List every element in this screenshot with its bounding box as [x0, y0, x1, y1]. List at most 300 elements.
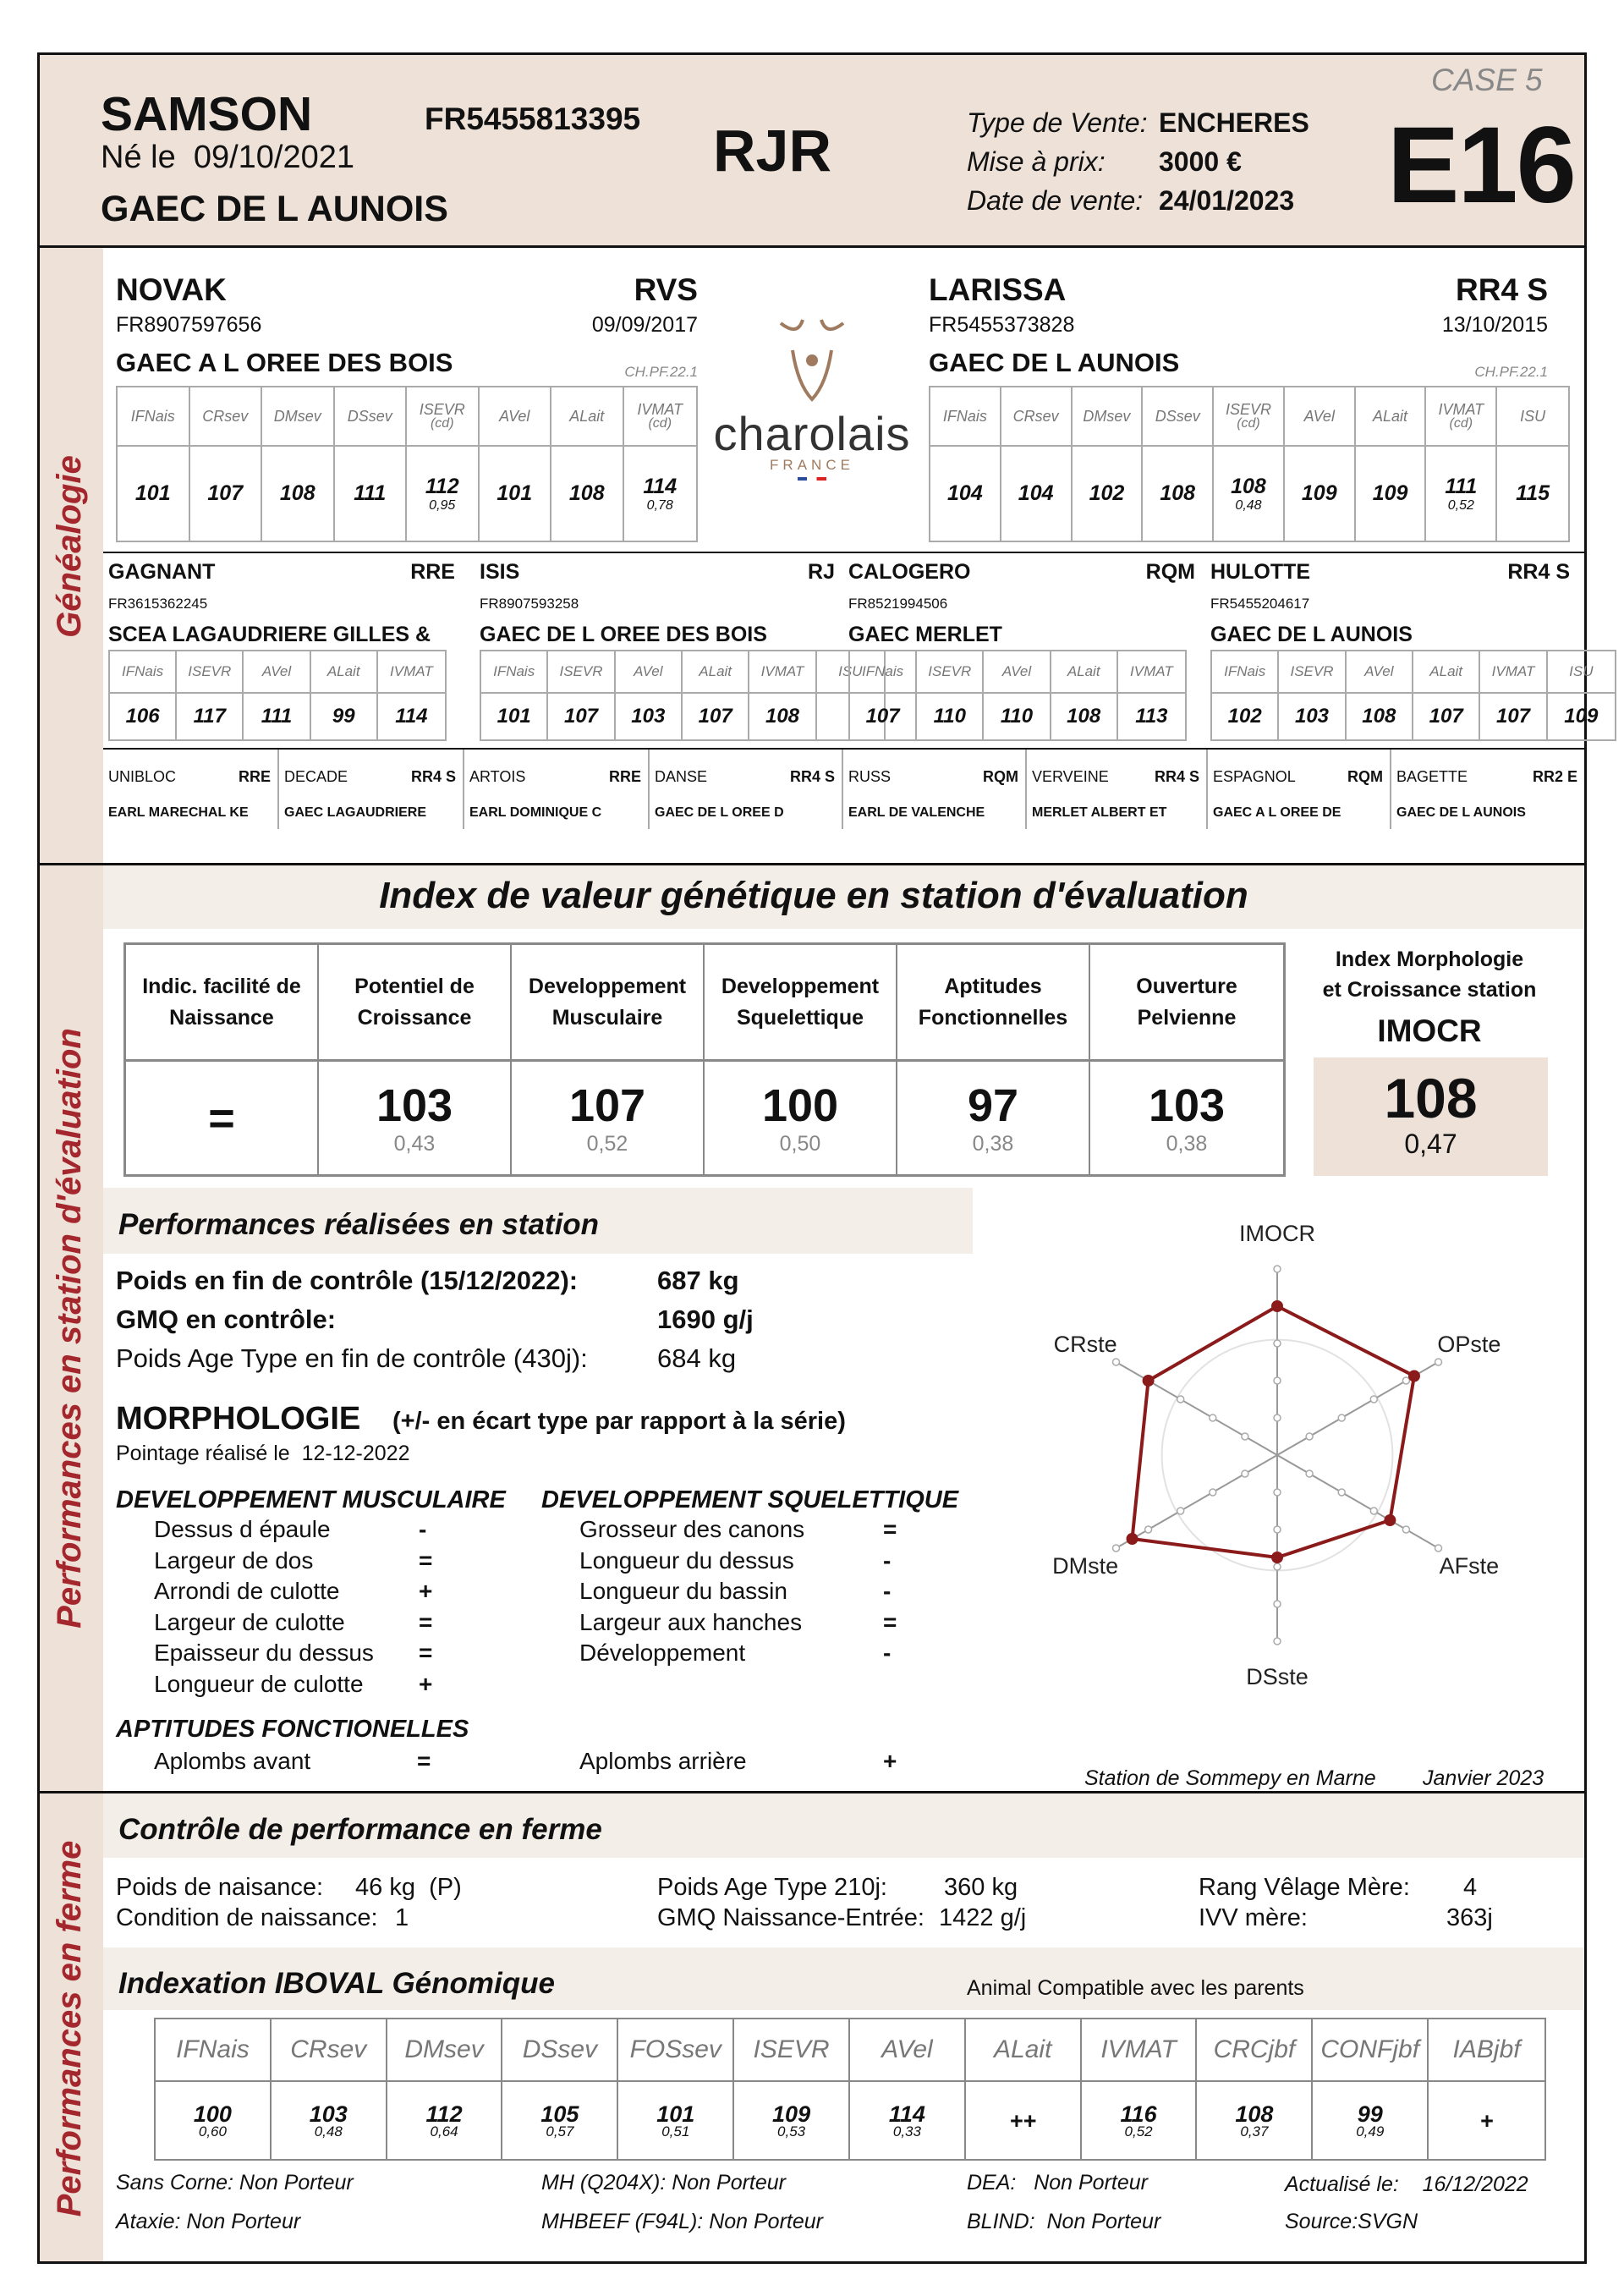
- animal-name: SAMSON: [101, 87, 313, 141]
- grandparent-name: GAGNANT: [108, 560, 216, 584]
- index-header-label: IVMAT: [1130, 663, 1173, 679]
- grandparent-index-table: [848, 650, 1187, 741]
- sire-id: FR8907597656: [116, 313, 262, 337]
- grandparent-id: FR3615362245: [108, 596, 208, 612]
- radar-tick: [1274, 1526, 1281, 1533]
- index-value: [917, 694, 984, 739]
- grandparent-breeder: GAEC DE L OREE DES BOIS: [480, 623, 767, 646]
- gmq-label: GMQ Naissance-Entrée:: [657, 1904, 924, 1931]
- great-grandparent-owner: EARL DE VALENCHE: [848, 805, 985, 820]
- index-value: [616, 694, 683, 739]
- iboval-value: [156, 2082, 272, 2159]
- iboval-value-number: 116: [1120, 2101, 1157, 2127]
- index-header: [1413, 651, 1480, 694]
- radar-tick: [1145, 1526, 1152, 1533]
- great-grandparent-name: ARTOIS: [469, 768, 526, 785]
- sale-date: 24/01/2023: [1159, 185, 1295, 216]
- index-value-number: 106: [125, 705, 160, 728]
- great-grandparent: [650, 750, 843, 829]
- iboval-header: [1197, 2019, 1313, 2082]
- iboval-header: [1429, 2019, 1544, 2082]
- charolais-bull-icon: [706, 313, 918, 415]
- iboval-header-label: FOSsev: [629, 2035, 721, 2063]
- radar-point: [1271, 1552, 1283, 1563]
- iboval-value: [1197, 2082, 1313, 2159]
- perf-label: GMQ en contrôle:: [116, 1305, 337, 1334]
- radar-axis: [1116, 1362, 1277, 1455]
- iboval-header: [272, 2019, 387, 2082]
- iboval-value-number: 109: [772, 2101, 811, 2127]
- radar-tick: [1402, 1377, 1409, 1384]
- index-header: [1548, 651, 1615, 694]
- great-grandparent: [279, 750, 464, 829]
- index-header-label: AVel: [634, 663, 663, 679]
- index-header-label: ISEVR: [928, 663, 972, 679]
- index-value-number: 103: [631, 705, 666, 728]
- index-value: [244, 694, 310, 739]
- index-header-label: IVMAT: [760, 663, 804, 679]
- radar-tick: [1112, 1545, 1119, 1552]
- great-grandparent-code: RR4 S: [789, 768, 835, 785]
- iboval-value-number: 108: [1235, 2101, 1274, 2127]
- great-grandparent: [103, 750, 279, 829]
- iboval-header: [966, 2019, 1082, 2082]
- iboval-value: [387, 2082, 503, 2159]
- index-value: [1413, 694, 1480, 739]
- index-value-number: 108: [765, 705, 800, 728]
- iboval-value-number: 101: [656, 2101, 695, 2127]
- morphology-date: Pointage réalisé le 12-12-2022: [116, 1442, 410, 1465]
- grandparent-breeder: SCEA LAGAUDRIERE GILLES &: [108, 623, 431, 646]
- iboval-header-label: CONFjbf: [1320, 2035, 1420, 2063]
- skeletal-trait-label: Longueur du dessus: [579, 1546, 794, 1574]
- radar-point: [1271, 1300, 1283, 1312]
- index-header: [1480, 651, 1547, 694]
- iboval-header-label: DMsev: [404, 2035, 484, 2063]
- index-value-number: 107: [1495, 705, 1531, 728]
- iboval-value-number: 114: [888, 2101, 925, 2127]
- dam-date: 13/10/2015: [1441, 313, 1548, 337]
- great-grandparent-name: VERVEINE: [1032, 768, 1109, 785]
- radar-tick: [1177, 1508, 1184, 1514]
- iboval-value-number: 112: [425, 2101, 463, 2127]
- aptitudes-title: APTITUDES FONCTIONELLES: [116, 1716, 469, 1743]
- index-header: [378, 651, 445, 694]
- calving-rank-label: Rang Vêlage Mère:: [1199, 1874, 1410, 1901]
- muscular-trait-value: +: [419, 1578, 433, 1604]
- skeletal-trait-value: -: [883, 1578, 892, 1604]
- iboval-header: [387, 2019, 503, 2082]
- grandparent-id: FR8521994506: [848, 596, 948, 612]
- index-header-label: AVel: [261, 663, 292, 679]
- radar-tick: [1177, 1396, 1184, 1403]
- station-perf-title: Performances réalisées en station: [118, 1208, 600, 1241]
- iboval-header-label: AVel: [881, 2035, 933, 2063]
- iboval-value: [1082, 2082, 1198, 2159]
- index-header: [850, 651, 917, 694]
- index-header: [1279, 651, 1346, 694]
- iboval-compat: Animal Compatible avec les parents: [967, 1976, 1304, 2000]
- birth-condition-label: Condition de naissance:: [116, 1904, 378, 1931]
- station-footer-name: Station de Sommepy en Marne: [1084, 1766, 1376, 1790]
- skeletal-trait-label: Largeur aux hanches: [579, 1608, 803, 1635]
- iboval-header-label: CRsev: [290, 2035, 367, 2063]
- radar-tick: [1306, 1433, 1313, 1440]
- index-value: [683, 694, 749, 739]
- radar-tick: [1242, 1433, 1248, 1440]
- index-header-label: ALait: [1429, 663, 1463, 679]
- iboval-header-label: ISEVR: [753, 2035, 830, 2063]
- great-grandparent: [1391, 750, 1584, 829]
- radar-tick: [1274, 1563, 1281, 1570]
- breeder-name: GAEC DE L AUNOIS: [101, 189, 448, 229]
- radar-tick: [1274, 1601, 1281, 1607]
- iboval-value-cd: 0,64: [430, 2123, 458, 2139]
- grandparent-index-table: [480, 650, 886, 741]
- radar-tick: [1210, 1414, 1216, 1421]
- index-header-label: AVel: [1001, 663, 1032, 679]
- great-grandparent-owner: GAEC LAGAUDRIERE: [284, 805, 427, 820]
- mhbeef-status: MHBEEF (F94L): Non Porteur: [541, 2210, 823, 2233]
- muscular-trait-value: -: [419, 1516, 427, 1542]
- index-header-label: IFNais: [122, 663, 164, 679]
- index-value-number: 108: [1067, 705, 1101, 728]
- perf-value: 1690 g/j: [657, 1305, 754, 1334]
- iboval-header-label: IABjbf: [1452, 2035, 1521, 2063]
- radar-tick: [1274, 1377, 1281, 1384]
- sale-date-label: Date de vente:: [967, 185, 1144, 216]
- index-value-number: 107: [1429, 705, 1463, 728]
- index-header-label: ISU: [838, 663, 863, 679]
- calving-rank: 4: [1463, 1874, 1478, 1901]
- imocr-sub: 0,47: [1404, 1129, 1457, 1159]
- skeletal-trait-label: Développement: [579, 1640, 746, 1666]
- index-header-label: IFNais: [862, 663, 904, 679]
- great-grandparent-owner: EARL MARECHAL KE: [108, 805, 249, 820]
- birth-weight: 46 kg (P): [355, 1874, 462, 1901]
- perf-label: Poids Age Type en fin de contrôle (430j):: [116, 1343, 588, 1373]
- skeletal-trait-value: -: [883, 1640, 892, 1666]
- birth-weight-label: Poids de naisance:: [116, 1874, 324, 1901]
- index-header: [1051, 651, 1118, 694]
- skeletal-trait-value: =: [883, 1608, 897, 1635]
- index-header: [311, 651, 378, 694]
- morphology-title: MORPHOLOGIE: [116, 1401, 361, 1436]
- aplombs-arriere-label: Aplombs arrière: [579, 1748, 747, 1774]
- index-value-number: 99: [332, 705, 355, 728]
- radar-point: [1127, 1533, 1138, 1545]
- iboval-value: [1429, 2082, 1544, 2159]
- great-grandparent-name: BAGETTE: [1396, 768, 1468, 785]
- index-header: [548, 651, 615, 694]
- grandparent-code: RJ: [808, 560, 835, 584]
- iboval-value-cd: 0,33: [892, 2123, 921, 2139]
- iboval-value-number: 100: [193, 2101, 232, 2127]
- radar-axis-label: OPste: [1437, 1332, 1501, 1357]
- grandparent-code: RR4 S: [1507, 560, 1570, 584]
- index-header: [683, 651, 749, 694]
- dam-chpf: CH.PF.22.1: [1474, 364, 1548, 380]
- index-title: Index de valeur génétique en station d'évaluation: [379, 875, 1248, 916]
- index-value: [1212, 694, 1279, 739]
- radar-point: [1143, 1375, 1155, 1387]
- index-value: [984, 694, 1051, 739]
- muscular-trait-label: Largeur de culotte: [154, 1608, 345, 1635]
- imocr-value: 108: [1384, 1067, 1478, 1129]
- iboval-header: [502, 2019, 618, 2082]
- iboval-header: [850, 2019, 966, 2082]
- station-label: Performances en station d'évaluation: [51, 1028, 88, 1629]
- great-grandparent: [1208, 750, 1391, 829]
- index-header-label: AVel: [1364, 663, 1394, 679]
- genealogy-label: Généalogie: [51, 455, 88, 638]
- great-grandparent-code: RQM: [1347, 768, 1383, 785]
- index-header-label: ALait: [326, 663, 360, 679]
- index-header-label: ISEVR: [188, 663, 232, 679]
- radar-tick: [1274, 1414, 1281, 1421]
- muscular-trait-label: Epaisseur du dessus: [154, 1640, 374, 1666]
- ivv-label: IVV mère:: [1199, 1904, 1308, 1931]
- sire-name: NOVAK: [116, 272, 227, 307]
- radar-tick: [1242, 1470, 1248, 1477]
- index-value: [1480, 694, 1547, 739]
- iboval-header-label: CRCjbf: [1213, 2035, 1296, 2063]
- aplombs-avant-value: =: [417, 1748, 431, 1774]
- iboval-header-label: ALait: [994, 2035, 1052, 2063]
- age-type: 360 kg: [944, 1874, 1018, 1901]
- iboval-header: [1082, 2019, 1198, 2082]
- index-header-label: ISU: [1569, 663, 1594, 679]
- iboval-value-cd: 0,60: [198, 2123, 227, 2139]
- iboval-value: [966, 2082, 1082, 2159]
- great-grandparent-owner: EARL DOMINIQUE C: [469, 805, 602, 820]
- radar-axis-label: AFste: [1439, 1553, 1500, 1579]
- index-value: [749, 694, 816, 739]
- grandparent-id: FR5455204617: [1210, 596, 1310, 612]
- sire-code: RVS: [634, 272, 698, 307]
- index-header-label: ALait: [699, 663, 732, 679]
- iboval-header: [156, 2019, 272, 2082]
- radar-tick: [1435, 1545, 1442, 1552]
- index-value-number: 109: [1564, 705, 1599, 728]
- birth-line: Né le 09/10/2021: [101, 140, 355, 175]
- sire-chpf: CH.PF.22.1: [624, 364, 698, 380]
- iboval-value: [850, 2082, 966, 2159]
- great-grandparent: [1027, 750, 1208, 829]
- index-header-label: IFNais: [493, 663, 535, 679]
- index-header: [481, 651, 548, 694]
- index-value-number: 110: [1000, 705, 1034, 728]
- updated-date: Actualisé le: 16/12/2022: [1285, 2172, 1528, 2196]
- index-value: [481, 694, 548, 739]
- index-value-number: 110: [933, 705, 966, 728]
- index-value: [1279, 694, 1346, 739]
- muscular-title: DEVELOPPEMENT MUSCULAIRE: [116, 1486, 506, 1513]
- index-value: [1051, 694, 1118, 739]
- price-label: Mise à prix:: [967, 146, 1106, 177]
- iboval-value: [734, 2082, 850, 2159]
- dam-index-table: IFNais CRsev DMsev DSsev ISEVR (cd) AVel ALait IVMAT (cd) ISU 104 104 102 108 108 0,48 109 109 111 0,52 115: [929, 386, 1570, 542]
- aplombs-avant-label: Aplombs avant: [154, 1748, 311, 1774]
- sale-type: ENCHERES: [1159, 107, 1309, 138]
- muscular-trait-value: =: [419, 1640, 433, 1666]
- index-value-number: 102: [1227, 705, 1262, 728]
- index-value-number: 107: [563, 705, 599, 728]
- index-header-label: ISEVR: [1290, 663, 1334, 679]
- animal-id: FR5455813395: [425, 102, 641, 136]
- great-grandparent-name: ESPAGNOL: [1213, 768, 1296, 785]
- muscular-trait-label: Largeur de dos: [154, 1546, 314, 1574]
- farm-title: Contrôle de performance en ferme: [118, 1813, 602, 1846]
- index-header-label: IVMAT: [1491, 663, 1535, 679]
- radar-axis-label: DMste: [1052, 1553, 1119, 1579]
- farm-label: Performances en ferme: [51, 1840, 88, 2217]
- index-header: [1212, 651, 1279, 694]
- great-grandparent-code: RQM: [983, 768, 1018, 785]
- radar-tick: [1274, 1638, 1281, 1645]
- iboval-table: [154, 2018, 1546, 2161]
- iboval-value-number: 103: [309, 2101, 348, 2127]
- iboval-value-cd: 0,53: [777, 2123, 806, 2139]
- grandparent-breeder: GAEC DE L AUNOIS: [1210, 623, 1413, 646]
- index-value: [110, 694, 177, 739]
- radar-tick: [1402, 1526, 1409, 1533]
- perf-value: 684 kg: [657, 1343, 737, 1373]
- index-header: [1347, 651, 1413, 694]
- radar-tick: [1370, 1396, 1377, 1403]
- index-header-label: ALait: [1067, 663, 1100, 679]
- animal-code: RJR: [713, 118, 832, 184]
- index-value-number: 107: [698, 705, 732, 728]
- iboval-header: [618, 2019, 734, 2082]
- index-header: [244, 651, 310, 694]
- index-value: [378, 694, 445, 739]
- station-footer-date: Janvier 2023: [1423, 1766, 1544, 1790]
- iboval-value-cd: 0,37: [1240, 2123, 1269, 2139]
- radar-axis-label: CRste: [1053, 1332, 1117, 1357]
- great-grandparent-code: RRE: [238, 768, 271, 785]
- french-flag-icon: [798, 477, 826, 481]
- muscular-trait-value: +: [419, 1670, 433, 1697]
- perf-label: Poids en fin de contrôle (15/12/2022):: [116, 1266, 579, 1295]
- radar-tick: [1210, 1489, 1216, 1496]
- skeletal-trait-value: -: [883, 1546, 892, 1574]
- grandparent-code: RRE: [410, 560, 455, 584]
- radar-axis-label: DSste: [1246, 1664, 1309, 1689]
- iboval-value-number: 99: [1357, 2101, 1383, 2127]
- lot-number: E16: [1387, 105, 1575, 226]
- dam-id: FR5455373828: [929, 313, 1075, 337]
- skeletal-trait-label: Grosseur des canons: [579, 1516, 805, 1542]
- radar-tick: [1112, 1359, 1119, 1365]
- index-value-number: 101: [497, 705, 531, 728]
- perf-value: 687 kg: [657, 1266, 739, 1295]
- iboval-header-label: DSsev: [522, 2035, 598, 2063]
- muscular-trait-value: =: [419, 1608, 433, 1635]
- radar-chart: [973, 1201, 1582, 1768]
- great-grandparent-owner: GAEC A L OREE DE: [1213, 805, 1341, 820]
- index-value: [177, 694, 244, 739]
- charolais-logo: [706, 313, 918, 491]
- iboval-value-cd: 0,48: [314, 2123, 343, 2139]
- ivv: 363j: [1446, 1904, 1493, 1931]
- muscular-trait-label: Dessus d épaule: [154, 1516, 331, 1542]
- great-grandparent-code: RR4 S: [1154, 768, 1199, 785]
- iboval-value: [1313, 2082, 1429, 2159]
- grandparent-index-table: [108, 650, 447, 741]
- muscular-trait-label: Longueur de culotte: [154, 1670, 364, 1697]
- grandparent-code: RQM: [1145, 560, 1195, 584]
- iboval-header: [1313, 2019, 1429, 2082]
- sire-breeder: GAEC A L OREE DES BOIS: [116, 348, 453, 377]
- mh-status: MH (Q204X): Non Porteur: [541, 2171, 787, 2194]
- index-header: [1118, 651, 1185, 694]
- muscular-trait-label: Arrondi de culotte: [154, 1578, 340, 1604]
- radar-point: [1408, 1370, 1420, 1382]
- radar-tick: [1274, 1340, 1281, 1347]
- morphology-subtitle: (+/- en écart type par rapport à la série): [392, 1408, 846, 1435]
- skeletal-trait-label: Longueur du bassin: [579, 1578, 787, 1604]
- index-header-label: IVMAT: [390, 663, 433, 679]
- index-header: [917, 651, 984, 694]
- index-header: [177, 651, 244, 694]
- radar-tick: [1274, 1266, 1281, 1272]
- price: 3000 €: [1159, 146, 1242, 177]
- radar-axis: [1277, 1455, 1439, 1548]
- imocr-label-1: Index Morphologie: [1335, 948, 1524, 971]
- great-grandparent-name: DANSE: [655, 768, 708, 785]
- great-grandparent-owner: MERLET ALBERT ET: [1032, 805, 1167, 820]
- index-value: [311, 694, 378, 739]
- iboval-title: Indexation IBOVAL Génomique: [118, 1967, 555, 2000]
- great-grandparent-name: RUSS: [848, 768, 892, 785]
- sans-corne: Sans Corne: Non Porteur: [116, 2171, 354, 2194]
- sire-index-table: IFNais CRsev DMsev DSsev ISEVR (cd) AVel ALait IVMAT (cd) 101 107 108 111 112 0,95 101 108 114 0,78: [116, 386, 698, 542]
- birth-condition: 1: [395, 1904, 409, 1931]
- logo-country: FRANCE: [770, 457, 854, 473]
- grandparent-name: ISIS: [480, 560, 520, 584]
- dea-status: DEA: Non Porteur: [967, 2171, 1148, 2194]
- radar-tick: [1274, 1489, 1281, 1496]
- iboval-value-number: ++: [1009, 2107, 1037, 2134]
- dam-name: LARISSA: [929, 272, 1067, 307]
- iboval-value: [272, 2082, 387, 2159]
- radar-tick: [1338, 1414, 1345, 1421]
- age-type-label: Poids Age Type 210j:: [657, 1874, 887, 1901]
- grandparent-name: CALOGERO: [848, 560, 971, 584]
- iboval-value-cd: 0,52: [1124, 2123, 1153, 2139]
- index-value: [1548, 694, 1615, 739]
- iboval-header-label: IVMAT: [1100, 2035, 1177, 2063]
- aplombs-arriere-value: +: [883, 1748, 897, 1774]
- sale-type-label: Type de Vente:: [967, 107, 1148, 138]
- index-value: [850, 694, 917, 739]
- index-value-number: 103: [1294, 705, 1330, 728]
- great-grandparent-code: RR2 E: [1532, 768, 1577, 785]
- grandparent-id: FR8907593258: [480, 596, 579, 612]
- radar-axis-label: IMOCR: [1239, 1221, 1315, 1246]
- radar-tick: [1435, 1359, 1442, 1365]
- case-label: CASE 5: [1431, 63, 1543, 97]
- iboval-value-number: 105: [540, 2101, 579, 2127]
- index-value: [1118, 694, 1185, 739]
- iboval-value-cd: 0,57: [546, 2123, 574, 2139]
- great-grandparent-name: DECADE: [284, 768, 348, 785]
- great-grandparent-name: UNIBLOC: [108, 768, 177, 785]
- skeletal-trait-value: =: [883, 1516, 897, 1542]
- index-value-number: 107: [865, 705, 900, 728]
- iboval-header-label: IFNais: [176, 2035, 250, 2063]
